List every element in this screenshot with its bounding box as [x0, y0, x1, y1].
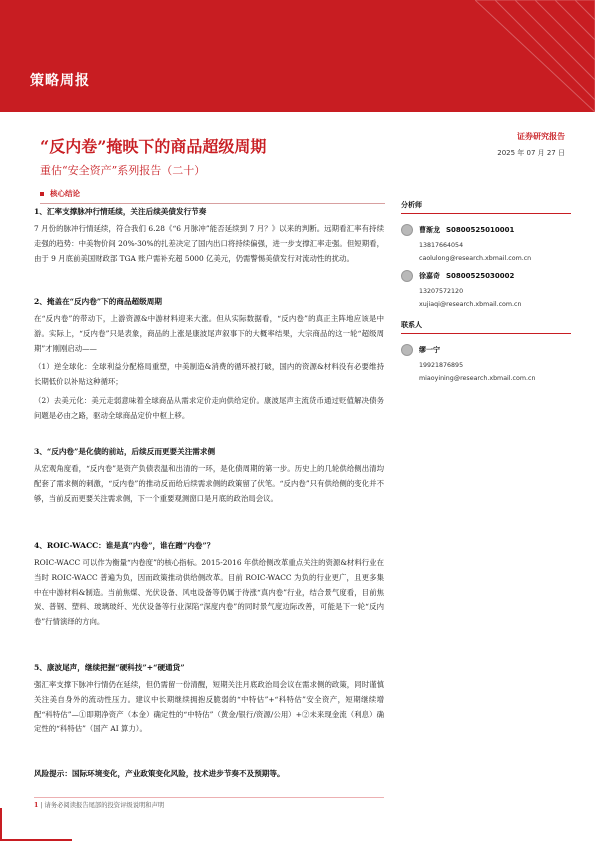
section-2 [34, 296, 384, 424]
doc-type: 证券研究报告 [517, 131, 565, 141]
footer [34, 800, 164, 809]
section-heading: 1、汇率支撑脉冲行情延续，关注后续美债发行节奏 [34, 207, 207, 216]
section-paragraph: 强汇率支撑下脉冲行情仍在延续，但仍需留一份清醒，短期关注月底政治局会议在需求侧的政策，同时谨慎关注美自身外的流动性压力。建议中长期继续拥抱反脆弱的“中特估”+“科特估”安全资产，短期继续增配“科特估”—①即期净资产（本金）确定性的“中特估”（黄金/银行/资源/公用）+②未来现金流（利息）确定性的“科特估”（国产 AI 算力）。 [34, 680, 384, 734]
analyst-card [401, 224, 571, 236]
section-paragraph: ROIC-WACC 可以作为衡量“内卷度”的核心指标。2015-2016 年供给侧改革重点关注的资源&材料行业在当时 ROIC-WACC 普遍为负，因而政策推动供给侧改革。目前 ROIC-WACC 为负的行业更广，且更多集中在中游材料&制造。当前焦煤、光伏设备、风电设备等仍属于待涨“真内卷”行业，结合景气度看，目前焦炭、普钢、塑料、玻璃玻纤、光伏设备等行业深陷“深度内卷”的同时景气度边际改善，可能是下一轮“反内卷”行情演绎的方向。 [34, 558, 384, 627]
section-heading: 5、康波尾声，继续把握“硬科技”+“硬通货” [34, 663, 185, 672]
section-paragraph: （1）逆全球化：全球利益分配格局重塑，中美制造&消费的循环被打破，国内的资源&材料没有必要维持长期低价以补贴这种循环； [34, 362, 384, 387]
section-heading: 2、掩盖在“反内卷”下的商品超级周期 [34, 297, 162, 306]
divider [40, 203, 385, 204]
section-paragraph: 7 月份的脉冲行情延续，符合我们 6.28《“6 月脉冲”能否延续到 7 月？》以来的判断。远期看汇率有持续走强的趋势：中美物价间 20%-30%的扎差决定了国内出口将持续偏强，进一步支撑汇率走强。但短期看，由于 9 月底前美国财政部 TGA 账户需补充超 5000 亿美元，仍需警惕美债发行对流动性的扰动。 [34, 224, 384, 263]
core-heading: 核心结论 [50, 189, 80, 198]
analysts-heading: 分析师 [401, 200, 422, 209]
contact-email[interactable]: miaoyining@research.xbmail.com.cn [419, 375, 536, 382]
core-conclusion-header [40, 188, 385, 204]
analyst-phone: 13817664054 [419, 242, 464, 249]
analyst-license: S0800525010001 [446, 226, 515, 234]
divider [401, 213, 571, 214]
contact-name: 缪一宁 [419, 346, 440, 354]
analyst-phone: 13207572120 [419, 288, 464, 295]
analyst-license: S0800525030002 [446, 272, 515, 280]
analyst-panel [401, 200, 571, 382]
analyst-name: 曹渐龙 [419, 226, 440, 234]
report-date: 2025 年 07 月 27 日 [497, 149, 565, 157]
contacts-heading: 联系人 [401, 320, 422, 329]
report-category: 策略周报 [30, 73, 90, 89]
risk-warning: 风险提示：国际环境变化，产业政策变化风险，技术进步节奏不及预期等。 [34, 769, 285, 778]
avatar [401, 344, 413, 356]
section-paragraph: 从宏观角度看，“反内卷”是资产负债表温和出清的一环，是化债周期的第一步。历史上的几轮供给侧出清均配套了需求侧的刺激，“反内卷”的推动反而给后续需求侧的政策留了伏笔。“反内卷”只有供给侧的变化并不够，当前反而更要关注需求侧，下一个重要观测窗口是月底的政治局会议。 [34, 464, 384, 503]
section-3 [34, 446, 384, 506]
avatar [401, 224, 413, 236]
bullet-icon [40, 192, 44, 196]
section-paragraph: 在“反内卷”的带动下，上游资源&中游材料迎来大涨。但从实际数据看，“反内卷”的真正主阵地应该是中游。实际上，“反内卷”只是表象，商品的上涨是康波尾声叙事下的大概率结果，大宗商品的这一轮“超级周期”才刚刚启动—— [34, 314, 384, 353]
section-heading: 4、ROIC-WACC：谁是真“内卷”，谁在蹭“内卷”？ [34, 541, 215, 550]
section-4 [34, 540, 384, 630]
decorative-pattern-icon [475, 0, 595, 112]
page-number: 1 [34, 802, 39, 809]
section-1 [34, 206, 384, 266]
avatar [401, 270, 413, 282]
section-5 [34, 662, 384, 737]
report-title: “反内卷”掩映下的商品超级周期 [40, 137, 267, 156]
risk-section [34, 768, 384, 780]
corner-decoration [0, 808, 2, 841]
footer-separator: | [40, 802, 45, 809]
footer-divider [34, 797, 384, 798]
contact-card [401, 344, 571, 356]
footer-disclaimer: 请务必阅读报告尾部的投资评级说明和声明 [44, 802, 165, 809]
header-band [0, 0, 595, 112]
analyst-email[interactable]: xujiaqi@research.xbmail.com.cn [419, 301, 522, 308]
section-paragraph: （2）去美元化：美元走弱意味着全球商品从需求定价走向供给定价。康波尾声主流货币通过贬值解决债务问题是必由之路，驱动全球商品定价中枢上移。 [34, 395, 384, 420]
analyst-card [401, 270, 571, 282]
analyst-name: 徐嘉奇 [419, 272, 440, 280]
section-heading: 3、“反内卷”是化债的前站，后续反而更要关注需求侧 [34, 447, 216, 456]
contact-phone: 19921876895 [419, 362, 464, 369]
report-subtitle: 重估“安全资产”系列报告（二十） [40, 164, 206, 177]
divider [401, 333, 571, 334]
analyst-email[interactable]: caolulong@research.xbmail.com.cn [419, 255, 532, 262]
